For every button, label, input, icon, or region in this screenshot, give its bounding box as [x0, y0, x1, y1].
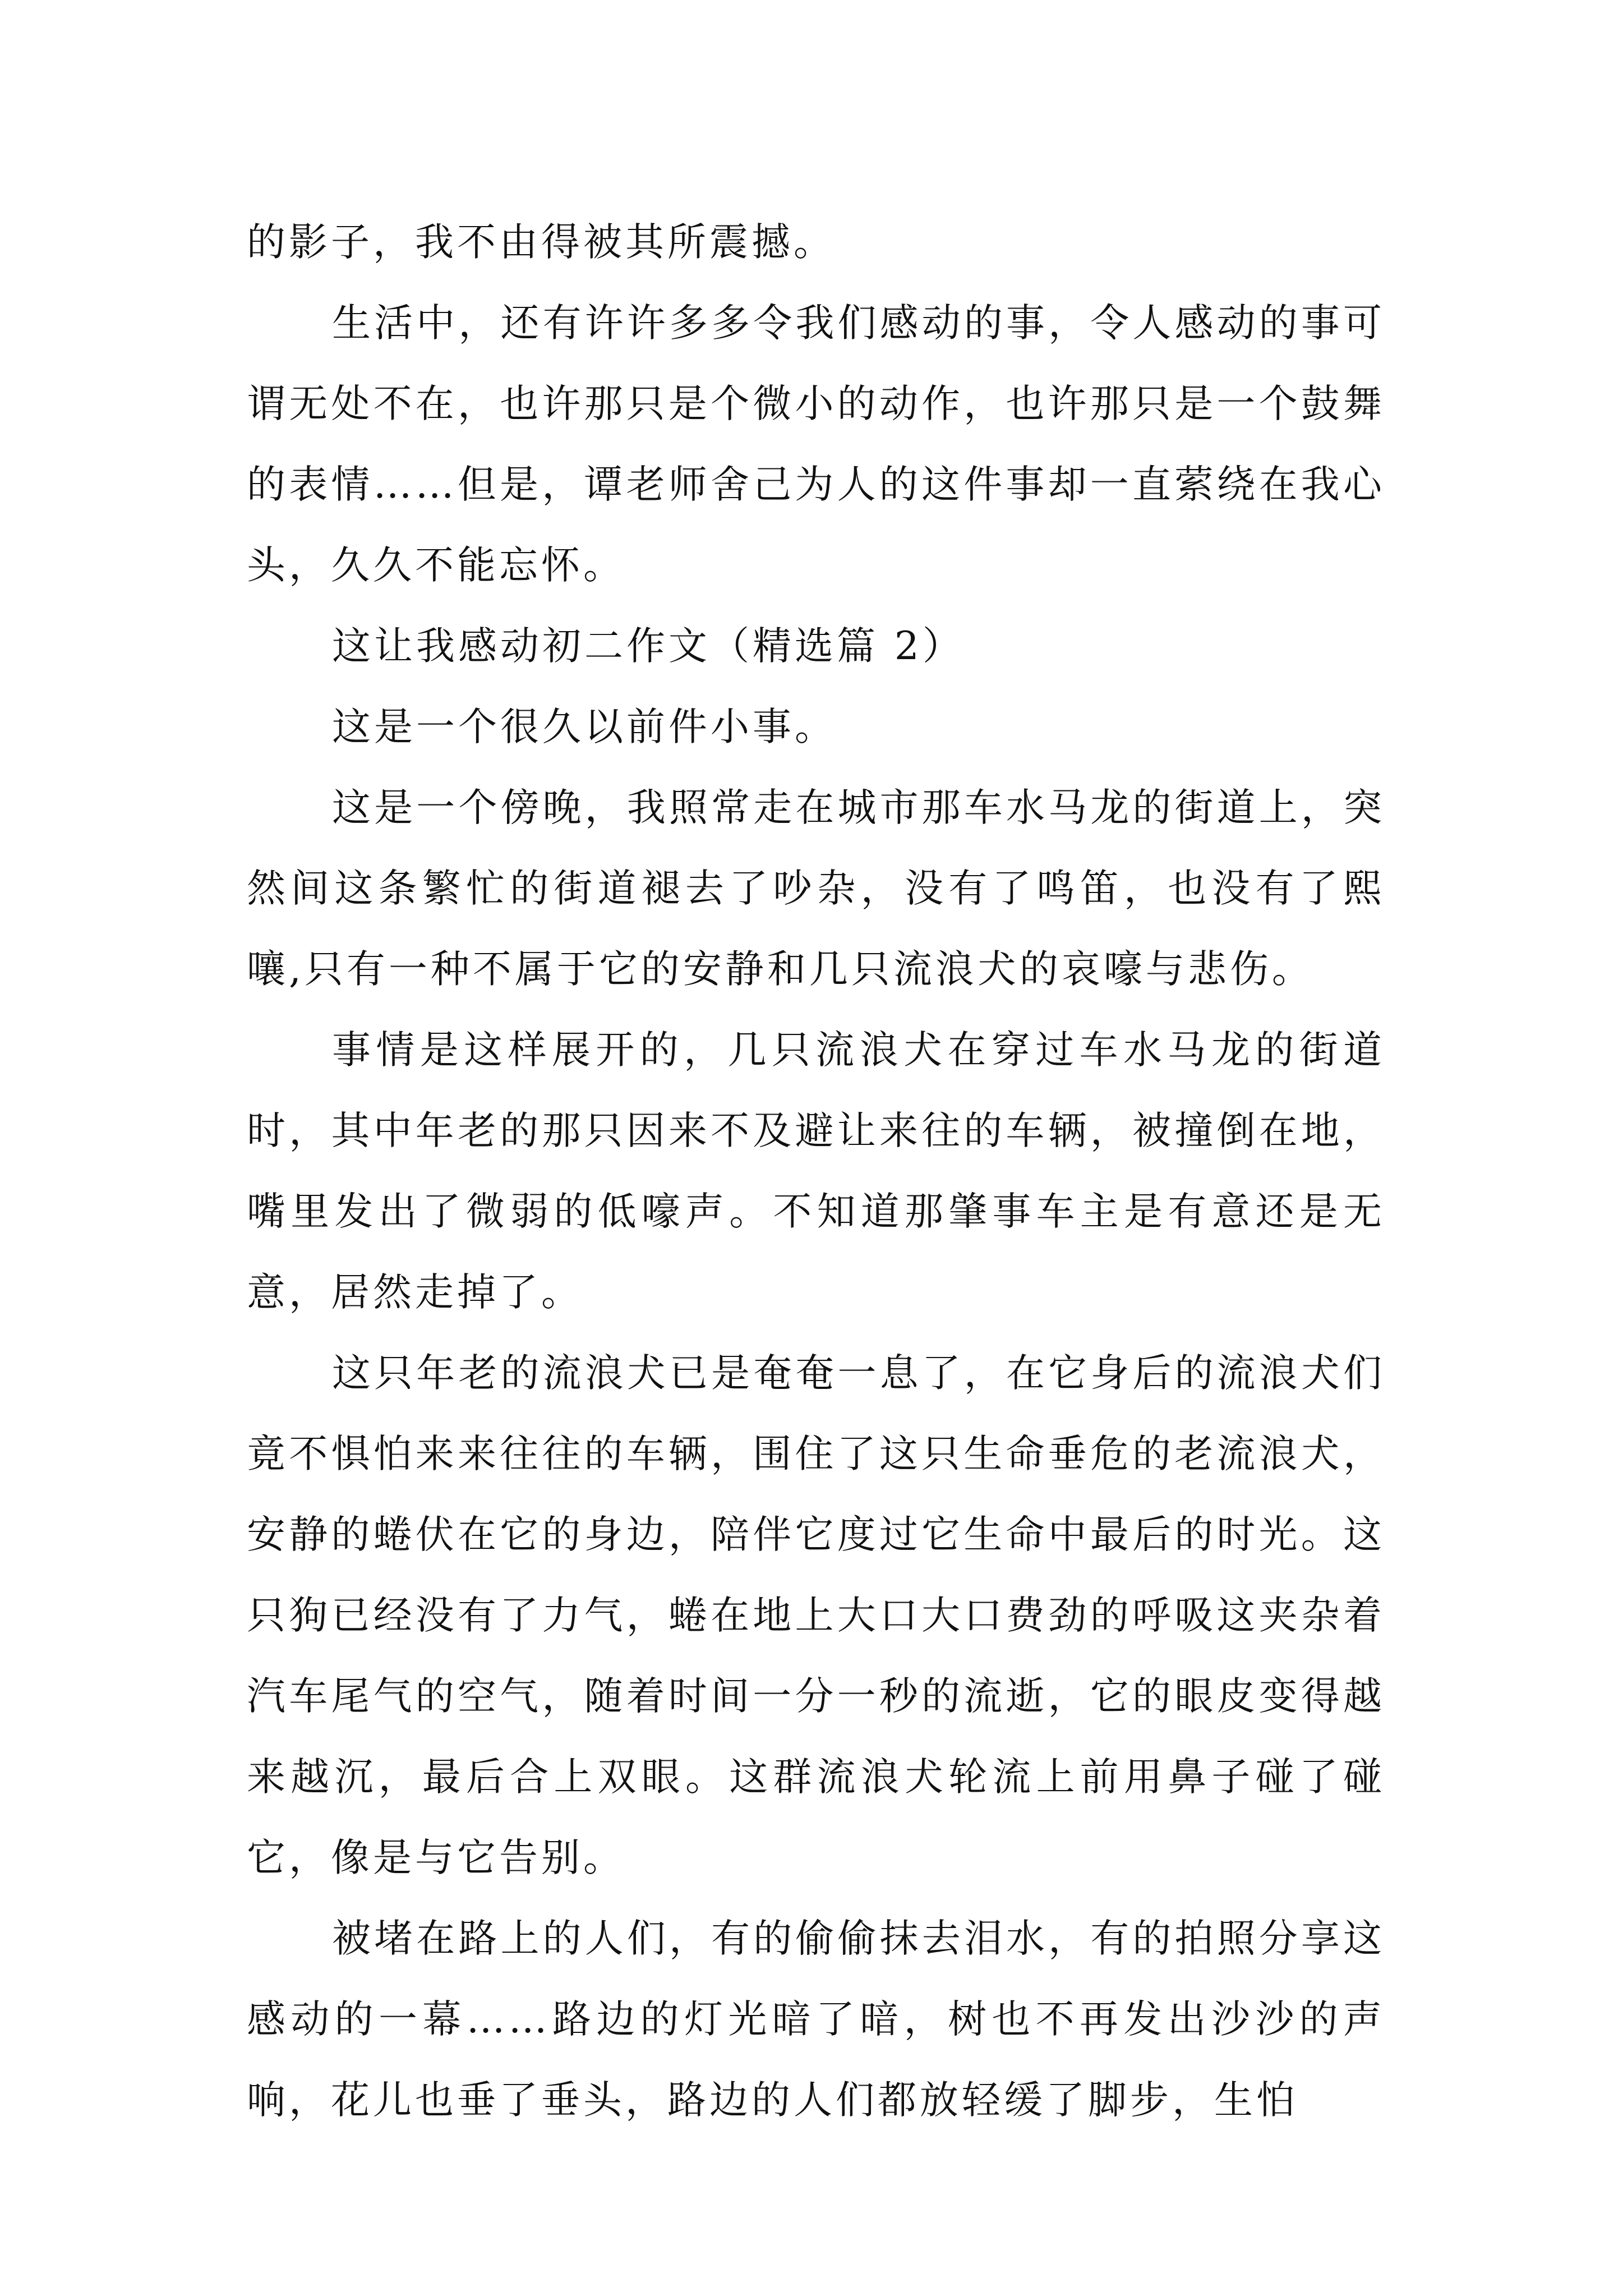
document-body: [247, 202, 1385, 2141]
paragraph-onlookers: 被堵在路上的人们，有的偷偷抹去泪水，有的拍照分享这感动的一幕……路边的灯光暗了暗，树也不再发出沙沙的声响，花儿也垂了垂头，路边的人们都放轻缓了脚步，生怕: [247, 1916, 1385, 2123]
paragraph-accident: 事情是这样展开的，几只流浪犬在穿过车水马龙的街道时，其中年老的那只因来不及避让来往的车辆，被撞倒在地，嘴里发出了微弱的低嚎声。不知道那肇事车主是有意还是无意，居然走掉了。: [247, 1028, 1385, 1315]
paragraph-intro: 这是一个很久以前件小事。: [332, 705, 837, 749]
paragraph-life-moments: 生活中，还有许许多多令我们感动的事，令人感动的事可谓无处不在，也许那只是个微小的动作，也许那只是一个鼓舞的表情……但是，谭老师舍己为人的这件事却一直萦绕在我心头，久久不能忘怀。: [247, 301, 1385, 588]
paragraph-continuation: 的影子，我不由得被其所震撼。: [247, 220, 836, 265]
paragraph-old-dog: 这只年老的流浪犬已是奄奄一息了，在它身后的流浪犬们竟不惧怕来来往往的车辆，围住了这只生命垂危的老流浪犬，安静的蜷伏在它的身边，陪伴它度过它生命中最后的时光。这只狗已经没有了力气，蜷在地上大口大口费劲的呼吸这夹杂着汽车尾气的空气，随着时间一分一秒的流逝，它的眼皮变得越来越沉，最后合上双眼。这群流浪犬轮流上前用鼻子碰了碰它，像是与它告别。: [247, 1351, 1385, 1880]
paragraph-evening-street: 这是一个傍晚，我照常走在城市那车水马龙的街道上，突然间这条繁忙的街道褪去了吵杂，没有了鸣笛，也没有了熙嚷,只有一种不属于它的安静和几只流浪犬的哀嚎与悲伤。: [247, 785, 1385, 992]
essay-heading: 这让我感动初二作文（精选篇 2）: [332, 624, 965, 669]
